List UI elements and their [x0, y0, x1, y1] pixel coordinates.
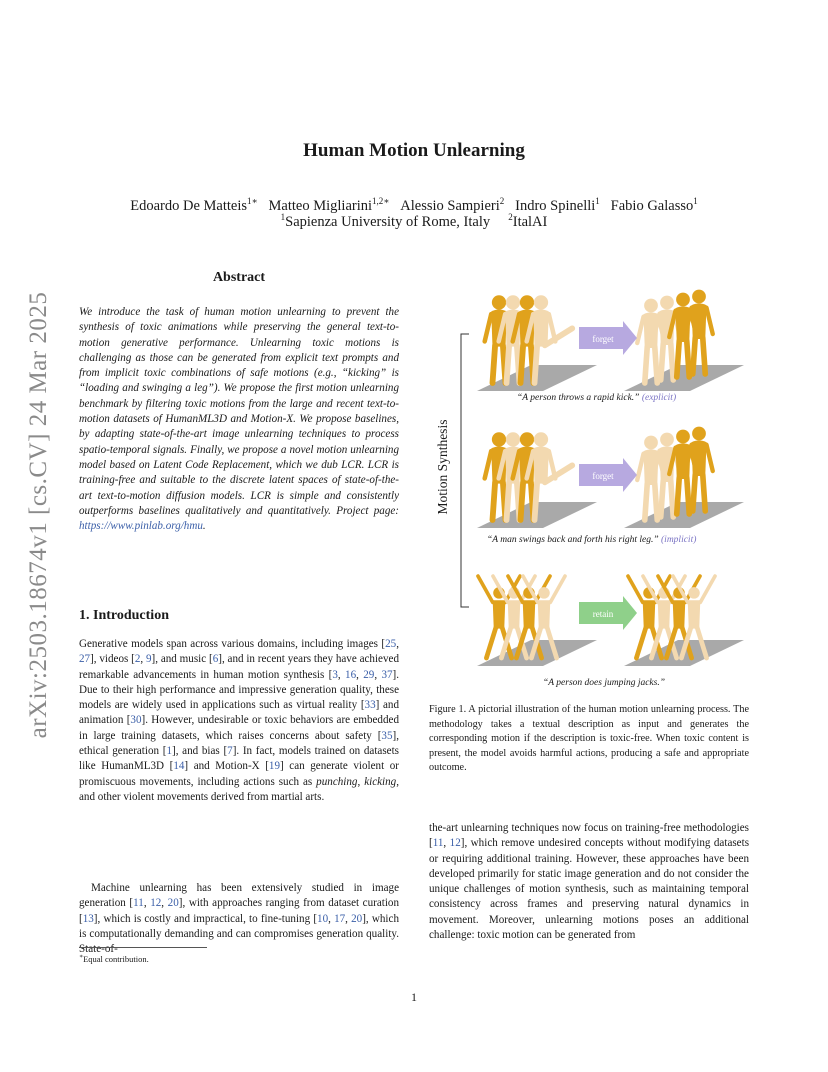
- figure-head: [688, 587, 700, 599]
- arxiv-stamp: [25, 275, 52, 755]
- figure-head: [692, 290, 706, 304]
- figure-torso: [538, 600, 551, 628]
- figure-torso: [688, 600, 701, 628]
- figure-torso: [658, 600, 671, 628]
- citation-link[interactable]: 7: [227, 745, 233, 758]
- figure-1: [429, 262, 749, 692]
- arrow-label: forget: [592, 471, 614, 481]
- figure-leg: [535, 482, 538, 520]
- figure-head: [520, 432, 534, 446]
- abstract-end: .: [202, 520, 206, 533]
- figure-leg: [687, 478, 690, 514]
- figure-leg: [661, 344, 664, 380]
- arrow-label: retain: [592, 609, 614, 619]
- figure-leg: [677, 341, 680, 377]
- intro-paragraph-1: Generative models span across various domains, including images [25, 27], videos [2, 9], and music [6], and in recent years they have achieved remarkable advancements in human motion synthesis [3, 16, 29, 37]. Due to their high performance and impressive generation quality, these models are widely used in applications such as virtual reality [33] and animation [30]. However, undesirable or toxic behaviors are embedded in large training datasets, which raises concerns about safety [35], ethical generation [1], and bias [7]. In fact, models trained on datasets like HumanML3D [14] and Motion-X [19] can generate violent or promiscuous movements, including actions such as punching, kicking, and other violent movements derived from martial arts.: [79, 638, 400, 803]
- figure-head: [534, 432, 548, 446]
- figure-arm: [700, 576, 715, 602]
- figure-head: [520, 295, 534, 309]
- quote-1-text: “A person throws a rapid kick.”: [517, 393, 640, 403]
- figure-quote-2: [487, 535, 696, 545]
- figure-head: [506, 295, 520, 309]
- affiliation-name: ItalAI: [512, 213, 548, 230]
- author-name: Fabio Galasso: [610, 197, 694, 214]
- citation-link[interactable]: 11: [432, 837, 444, 850]
- figure-leg: [645, 484, 648, 520]
- figure-illustration: [429, 262, 749, 692]
- author-name: Alessio Sampieri: [400, 197, 500, 214]
- figure-leg: [693, 475, 696, 511]
- figure-leg: [645, 347, 648, 383]
- affiliation-number: 1: [280, 212, 286, 222]
- figure-head: [660, 296, 674, 310]
- author-affiliation-mark: 2: [499, 196, 505, 206]
- page-number: 1: [411, 990, 417, 1004]
- citation-link[interactable]: 25: [385, 638, 397, 650]
- citation-link[interactable]: 14: [173, 760, 185, 773]
- affiliation-number: 2: [508, 212, 513, 222]
- figure-leg: [521, 345, 524, 383]
- figure-arm: [637, 317, 643, 343]
- quote-2-tag: (implicit): [661, 535, 697, 545]
- figure-leg: [535, 345, 538, 383]
- citation-link[interactable]: 17: [334, 912, 346, 925]
- motion-synthesis-text: Motion Synthesis: [435, 419, 450, 515]
- figure-leg: [493, 482, 496, 520]
- citation-link[interactable]: 37: [381, 668, 393, 681]
- citation-link[interactable]: 12: [449, 837, 461, 850]
- figure-head: [676, 430, 690, 444]
- figure-arm: [637, 454, 643, 480]
- author-affiliation-mark: 1: [693, 196, 698, 206]
- figure-leg: [545, 328, 572, 345]
- figure-torso: [508, 600, 521, 628]
- figure-arm: [707, 445, 713, 471]
- figure-quote-3: [543, 678, 665, 688]
- author-affiliation-mark: 1: [595, 196, 600, 206]
- quote-2-text: “A man swings back and forth his right leg.”: [487, 535, 659, 545]
- author-name: Indro Spinelli: [515, 197, 596, 214]
- figure-head: [538, 587, 550, 599]
- figure-torso: [673, 600, 686, 628]
- footnote-mark: ∗: [79, 954, 84, 960]
- author-name: Matteo Migliarini: [268, 197, 373, 214]
- figure-caption: Figure 1. A pictorial illustration of the human motion unlearning process. The methodology takes a textual description as input and generates the corresponding motion if the description is toxic-free. When toxic content is present, the model avoids harmful actions, producing a safe and appropriate outcome.: [429, 704, 749, 774]
- figure-head: [506, 432, 520, 446]
- citation-link[interactable]: 30: [130, 714, 142, 727]
- figure-leg: [486, 628, 495, 658]
- figure-leg: [545, 465, 572, 482]
- paper-title: Human Motion Unlearning: [303, 140, 525, 161]
- figure-leg: [507, 482, 510, 520]
- abstract-body: We introduce the task of human motion unlearning to prevent the synthesis of toxic animations while preserving the general text-to-motion generative performance. Unlearning toxic motions is challenging as those can be generated from explicit text prompts and from implicit toxic combinations of safe motions (e.g., “kicking” is “loading and swinging a leg”). We propose the first motion unlearning benchmark by filtering toxic motions from the large and recent text-to-motion datasets of HumanML3D and Motion-X. We propose baselines, by adapting state-of-the-art image unlearning techniques to process spatio-temporal signals. Finally, we propose a novel motion unlearning model based on Latent Code Replacement, which we dub LCR. LCR is training-free and suitable to the discrete latent spaces of state-of-the-art text-to-motion diffusion models. LCR is simple and consistently outperforms baselines qualitatively and quantitatively. Project page:: [79, 306, 399, 517]
- citation-link[interactable]: 29: [363, 668, 375, 681]
- figure-head: [492, 295, 506, 309]
- figure-leg: [507, 345, 510, 383]
- figure-head: [534, 295, 548, 309]
- emphasis: kicking: [364, 775, 397, 788]
- figure-head: [676, 293, 690, 307]
- figure-torso: [692, 440, 707, 476]
- figure-leg: [671, 481, 674, 517]
- figure-leg: [655, 347, 658, 383]
- floor-plane: [624, 502, 744, 528]
- affiliation-name: Sapienza University of Rome, Italy: [285, 213, 491, 230]
- figure-leg: [687, 341, 690, 377]
- figure-arm: [707, 308, 713, 334]
- figure-arm: [478, 576, 493, 602]
- figure-arm: [628, 576, 643, 602]
- figure-head: [644, 436, 658, 450]
- figure-head: [644, 299, 658, 313]
- citation-link[interactable]: 2: [134, 653, 141, 666]
- figure-leg: [655, 484, 658, 520]
- figure-leg: [677, 478, 680, 514]
- citation-link[interactable]: 11: [133, 897, 144, 910]
- citation-link[interactable]: 19: [268, 760, 281, 773]
- figure-leg: [661, 481, 664, 517]
- figure-arm: [485, 314, 492, 341]
- intro-heading: 1. Introduction: [79, 608, 169, 623]
- figure-leg: [671, 344, 674, 380]
- figure-torso: [523, 600, 536, 628]
- action-arrow: [579, 321, 637, 355]
- figure-leg: [703, 475, 706, 511]
- figure-quote-1: [517, 393, 676, 403]
- citation-link[interactable]: 27: [79, 653, 91, 666]
- figure-torso: [643, 600, 656, 628]
- action-arrow: [579, 596, 637, 630]
- figure-head: [660, 433, 674, 447]
- right-column-text: the-art unlearning techniques now focus on training-free methodologies [11, 12], which remove undesired concepts without modifying datasets or requiring additional training. However, these approaches have been developed primarily for static image generation and do not consider the unique challenges of motion synthesis, such as maintaining temporal consistency across frames and preserving natural dynamics in movement. Moreover, unlearning motions poses an additional challenge: toxic motion can be generated from: [429, 822, 750, 942]
- figure-leg: [493, 345, 496, 383]
- figure-arm: [550, 576, 565, 602]
- figure-arm: [485, 451, 492, 478]
- citation-link[interactable]: 20: [351, 912, 363, 925]
- citation-link[interactable]: 3: [332, 668, 338, 681]
- footnote-text: Equal contribution.: [83, 953, 149, 964]
- intro-paragraph-2: Machine unlearning has been extensively studied in image generation [11, 12, 20], with approaches ranging from dataset curation [13], which is costly and impractical, to fine-tuning [10, 17, 20], which is computationally demanding and can compromises generation quality. State-of-: [79, 882, 400, 956]
- citation-link[interactable]: 13: [82, 912, 94, 925]
- citation-link[interactable]: 9: [146, 653, 152, 666]
- citation-link[interactable]: 33: [364, 699, 376, 712]
- author-affiliation-mark: 1,2∗: [372, 196, 390, 206]
- author-affiliation-mark: 1∗: [247, 196, 258, 206]
- citation-link[interactable]: 35: [381, 729, 393, 742]
- abstract-heading: Abstract: [212, 270, 266, 285]
- project-link[interactable]: https://www.pinlab.org/hmu: [79, 520, 203, 533]
- floor-plane: [624, 365, 744, 391]
- figure-leg: [703, 338, 706, 374]
- citation-link[interactable]: 10: [317, 912, 329, 925]
- figure-leg: [693, 338, 696, 374]
- arxiv-stamp-text: arXiv:2503.18674v1 [cs.CV] 24 Mar 2025: [25, 291, 52, 739]
- figure-leg: [521, 482, 524, 520]
- emphasis: punching: [316, 775, 358, 788]
- figure-leg: [636, 628, 645, 658]
- figure-torso: [493, 600, 506, 628]
- affiliation-list: [0, 212, 828, 231]
- quote-3-text: “A person does jumping jacks.”: [543, 678, 666, 688]
- bracket-line: [461, 334, 469, 607]
- abstract-text: [79, 305, 399, 534]
- citation-link[interactable]: 12: [150, 897, 162, 910]
- citation-link[interactable]: 1: [166, 745, 173, 758]
- citation-link[interactable]: 16: [345, 668, 357, 681]
- footnote: [79, 953, 149, 964]
- arrow-label: forget: [592, 334, 614, 344]
- action-arrow: [579, 458, 637, 492]
- quote-1-tag: (explicit): [641, 393, 677, 403]
- figure-torso: [692, 303, 707, 339]
- author-name: Edoardo De Matteis: [130, 197, 248, 214]
- citation-link[interactable]: 6: [212, 653, 219, 666]
- figure-head: [492, 432, 506, 446]
- citation-link[interactable]: 20: [167, 897, 179, 910]
- footnote-rule: [79, 947, 207, 948]
- figure-head: [692, 427, 706, 441]
